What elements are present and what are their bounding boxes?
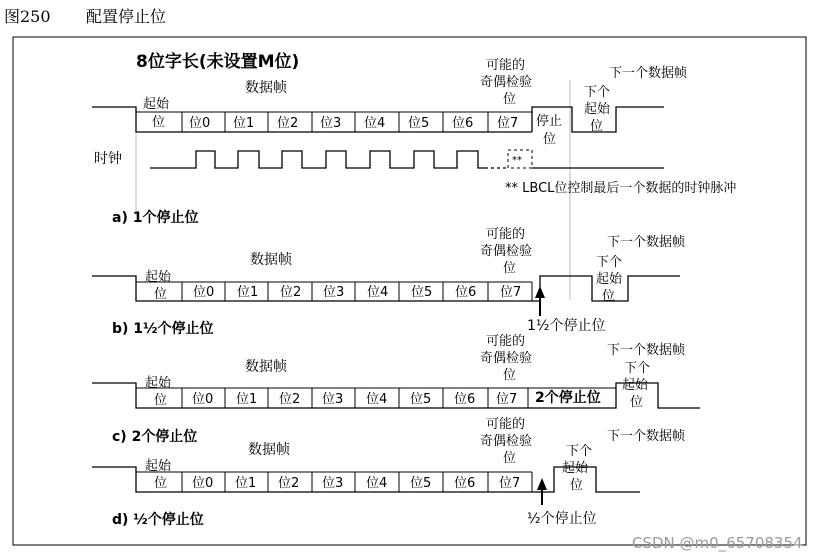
- parity-label-1: 可能的: [486, 417, 526, 432]
- parity-label-1: 可能的: [486, 334, 526, 349]
- bit-label: 位4: [366, 392, 388, 407]
- clock-waveform: [150, 151, 485, 168]
- start-bit-label-2: 位: [152, 115, 166, 130]
- start-bit-label-1: 起始: [145, 270, 172, 285]
- data-frame-label: 数据帧: [245, 80, 287, 96]
- next-start-label-2: 起始: [562, 461, 589, 476]
- bit-label: 位1: [233, 116, 255, 131]
- next-frame-label: 下一个数据帧: [607, 235, 686, 250]
- bit-label: 位5: [410, 392, 432, 407]
- next-start-label-2: 起始: [584, 102, 611, 117]
- section-b-title: b) 1½个停止位: [112, 321, 214, 337]
- bit-label: 位5: [410, 476, 432, 491]
- up-arrow-icon: [535, 286, 545, 298]
- bit-label: 位6: [455, 285, 477, 300]
- parity-label-3: 位: [503, 92, 517, 107]
- figure-frame: [13, 37, 806, 545]
- bit-label: 位4: [364, 116, 386, 131]
- stop-length-label: 1½个停止位: [527, 318, 606, 334]
- next-start-label-2: 起始: [596, 272, 623, 287]
- next-start-label-1: 下个: [566, 444, 593, 459]
- section-a: [92, 57, 736, 226]
- parity-label-2: 奇偶检验: [480, 351, 533, 366]
- bit-label: 位0: [189, 116, 211, 131]
- bit-label: 位0: [192, 476, 214, 491]
- next-start-label-2: 起始: [622, 378, 649, 393]
- bit-label: 位4: [367, 285, 389, 300]
- next-start-label-1: 下个: [584, 85, 611, 100]
- clock-note-mark: **: [512, 155, 522, 166]
- bit-label: 位2: [277, 116, 299, 131]
- next-start-label-3: 位: [602, 289, 616, 304]
- bit-label: 位5: [411, 285, 433, 300]
- bit-label: 位1: [236, 392, 258, 407]
- bit-label: 位1: [237, 285, 259, 300]
- clock-note: ** LBCL位控制最后一个数据的时钟脉冲: [505, 181, 737, 196]
- parity-label-3: 位: [503, 368, 517, 383]
- start-bit-label-2: 位: [154, 393, 168, 408]
- start-bit-label-1: 起始: [143, 97, 170, 112]
- bit-label: 位4: [366, 476, 388, 491]
- section-c-title: c) 2个停止位: [112, 429, 198, 445]
- section-b: [92, 226, 686, 337]
- start-bit-label-2: 位: [154, 476, 168, 491]
- start-bit-label-1: 起始: [145, 376, 172, 391]
- data-frame-label: 数据帧: [245, 359, 287, 375]
- next-frame-label: 下一个数据帧: [607, 343, 686, 358]
- parity-label-1: 可能的: [486, 58, 526, 73]
- bit-label: 位6: [454, 392, 476, 407]
- bit-label: 位3: [322, 476, 344, 491]
- parity-label-2: 奇偶检验: [480, 75, 533, 90]
- bit-label: 位7: [497, 116, 519, 131]
- bit-label: 位3: [320, 116, 342, 131]
- diagram-heading: 8位字长(未设置M位): [136, 52, 300, 72]
- stop-length-label: 2个停止位: [535, 390, 601, 406]
- parity-label-2: 奇偶检验: [480, 434, 533, 449]
- data-frame-label: 数据帧: [250, 252, 292, 268]
- section-a-title: a) 1个停止位: [112, 210, 199, 226]
- bit-label: 位7: [500, 285, 522, 300]
- watermark: CSDN @m0_65708354: [632, 534, 803, 552]
- bit-label: 位1: [235, 476, 257, 491]
- bit-label: 位6: [454, 476, 476, 491]
- figure-caption: 配置停止位: [86, 7, 167, 26]
- stop-length-label: ½个停止位: [527, 511, 597, 527]
- bit-label: 位2: [278, 476, 300, 491]
- bit-label: 位5: [408, 116, 430, 131]
- bit-label: 位7: [499, 476, 521, 491]
- bit-label: 位0: [192, 392, 214, 407]
- data-frame-label: 数据帧: [248, 442, 290, 458]
- parity-label-1: 可能的: [486, 227, 526, 242]
- start-bit-label-1: 起始: [145, 459, 172, 474]
- stop-bit-label-2: 位: [543, 132, 557, 147]
- next-frame-label: 下一个数据帧: [609, 66, 688, 81]
- next-start-label-3: 位: [630, 395, 644, 410]
- parity-label-3: 位: [503, 451, 517, 466]
- bit-label: 位3: [323, 285, 345, 300]
- bit-label: 位3: [322, 392, 344, 407]
- next-frame-label: 下一个数据帧: [607, 429, 686, 444]
- next-start-label-1: 下个: [596, 255, 623, 270]
- signal-line: [92, 383, 700, 408]
- section-d-title: d) ½个停止位: [112, 512, 204, 528]
- bit-label: 位6: [452, 116, 474, 131]
- figure-number: 图250: [4, 7, 51, 26]
- next-start-label-1: 下个: [624, 361, 651, 376]
- next-start-label-3: 位: [590, 119, 604, 134]
- start-bit-label-2: 位: [154, 287, 168, 302]
- parity-label-3: 位: [503, 261, 517, 276]
- bit-label: 位2: [279, 392, 301, 407]
- up-arrow-icon: [537, 478, 547, 490]
- parity-label-2: 奇偶检验: [480, 244, 533, 259]
- bit-label: 位2: [280, 285, 302, 300]
- bit-label: 位7: [496, 392, 518, 407]
- clock-label: 时钟: [94, 151, 122, 167]
- stop-bit-label-1: 停止: [536, 114, 563, 129]
- next-start-label-3: 位: [570, 478, 584, 493]
- bit-label: 位0: [193, 285, 215, 300]
